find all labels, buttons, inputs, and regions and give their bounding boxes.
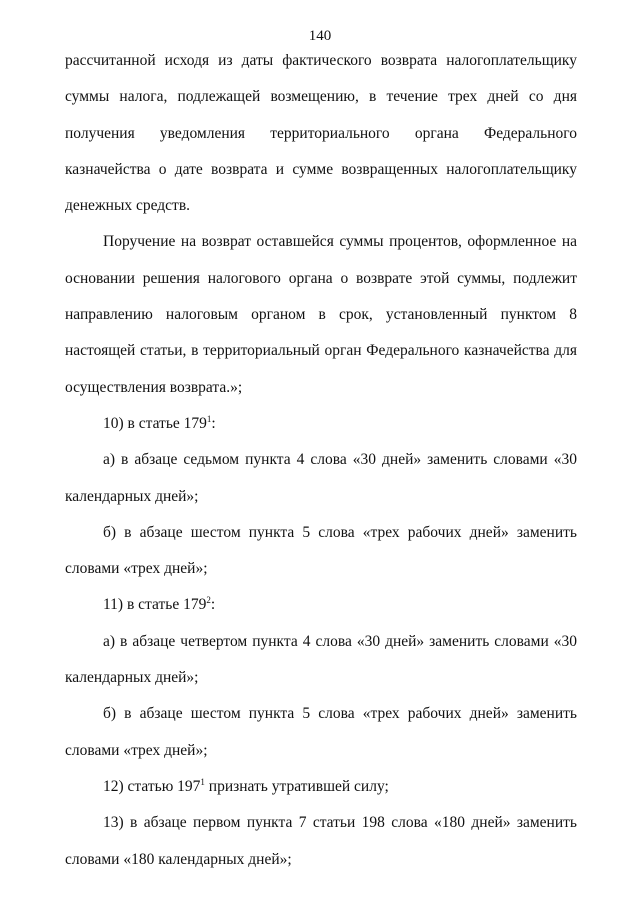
paragraph-item-12 [65, 769, 577, 805]
text-line: словами «180 календарных дней»; [65, 850, 292, 868]
item-text: 12) статью 197 [103, 777, 201, 795]
superscript: 2 [206, 595, 211, 606]
text-line: б) в абзаце шестом пункта 5 слова «трех рабочих дней» заменить [103, 523, 577, 541]
paragraph-refund-order [65, 224, 577, 405]
text-line: словами «трех дней»; [65, 560, 208, 578]
text-line: Поручение на возврат оставшейся суммы процентов, оформленное на [103, 233, 577, 251]
item-text: : [210, 596, 216, 614]
item-text: : [211, 414, 216, 432]
text-line: а) в абзаце четвертом пункта 4 слова «30 дней» заменить словами «30 [103, 632, 577, 650]
text-line: 13) в абзаце первом пункта 7 статьи 198 слова «180 дней» заменить [103, 814, 577, 832]
text-line: словами «трех дней»; [65, 741, 208, 759]
text-line: казначейства о дате возврата и сумме возвращенных налогоплательщику [65, 160, 577, 178]
paragraph-item-11 [65, 587, 577, 623]
page-number: 140 [308, 28, 332, 44]
item-text: 10) в статье 179 [103, 414, 207, 432]
text-line: б) в абзаце шестом пункта 5 слова «трех рабочих дней» заменить [103, 705, 577, 723]
text-line: направлению налоговым органом в срок, установленный пунктом 8 [65, 306, 577, 324]
paragraph-item-11b [65, 696, 577, 769]
document-body [65, 43, 577, 878]
item-text: 11) в статье 179 [103, 596, 207, 614]
superscript: 1 [206, 413, 212, 424]
paragraph-item-10b [65, 515, 577, 588]
text-line: рассчитанной исходя из даты фактического возврата налогоплательщику [65, 52, 577, 69]
text-line: а) в абзаце седьмом пункта 4 слова «30 дней» заменить словами «30 [103, 451, 577, 469]
paragraph-continuation [65, 43, 577, 224]
text-line: денежных средств. [65, 197, 191, 215]
paragraph-item-11a [65, 624, 577, 697]
paragraph-item-13 [65, 805, 577, 878]
paragraph-item-10 [65, 406, 577, 442]
paragraph-item-10a [65, 442, 577, 515]
item-text: признать утратившей силу; [204, 777, 389, 795]
text-line: суммы налога, подлежащей возмещению, в течение трех дней со дня [65, 88, 577, 106]
text-line: календарных дней»; [65, 669, 199, 687]
superscript: 1 [200, 776, 205, 787]
text-line: настоящей статьи, в территориальный орган Федерального казначейства для [65, 342, 577, 360]
text-line: осуществления возврата.»; [65, 378, 243, 396]
text-line: получения уведомления территориального органа Федерального [65, 124, 577, 142]
text-line: календарных дней»; [65, 487, 199, 505]
text-line: основании решения налогового органа о возврате этой суммы, подлежит [65, 269, 577, 287]
